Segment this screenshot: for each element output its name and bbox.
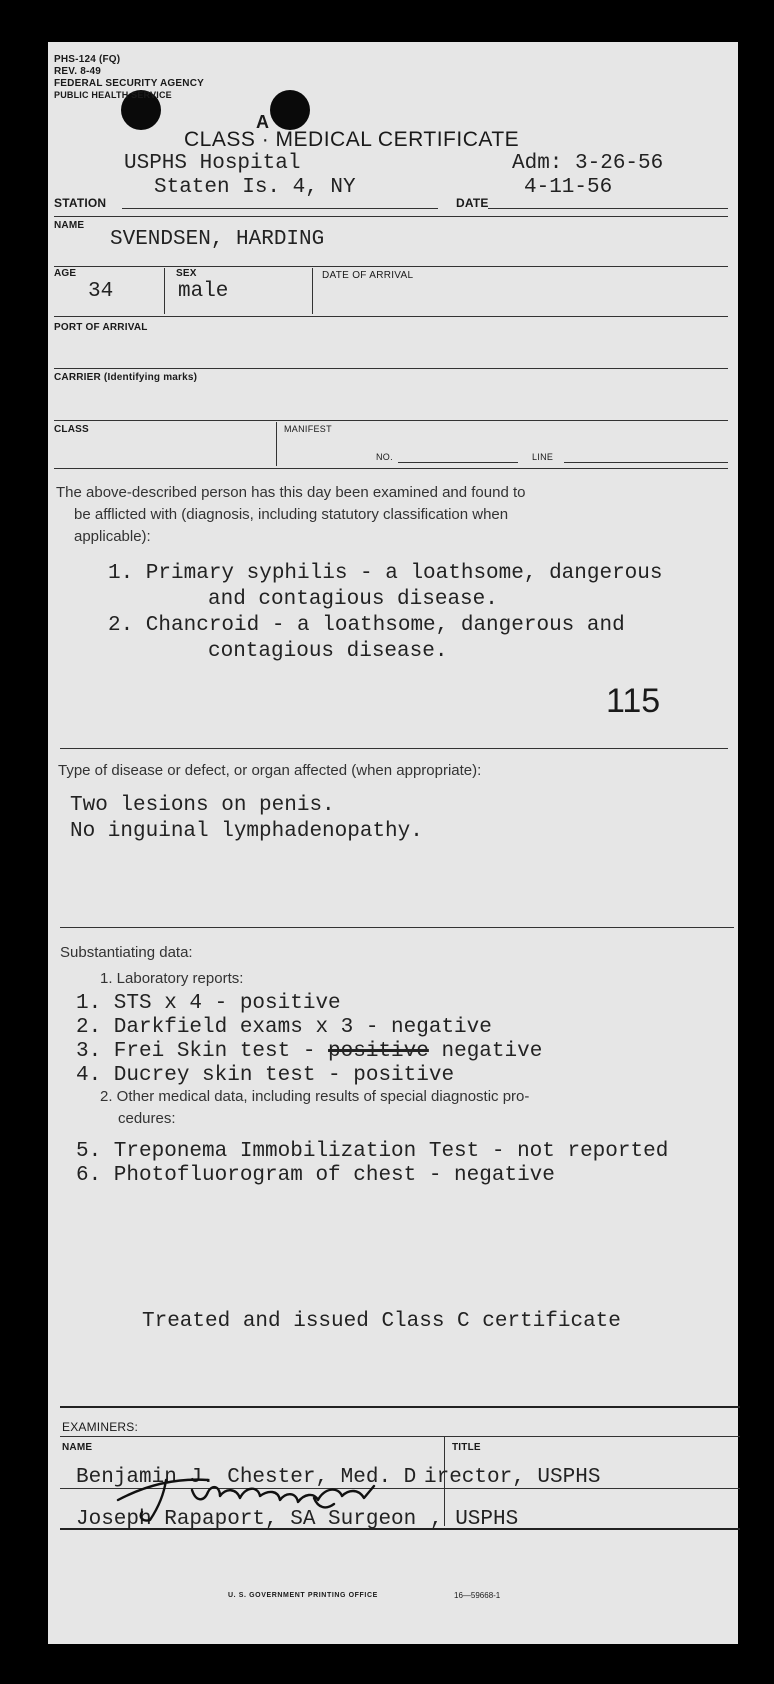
class-bottom-rule [54, 468, 728, 469]
lab-item-3-struck: positive [328, 1040, 429, 1063]
age-label: AGE [54, 268, 77, 279]
age-top-rule [54, 266, 728, 267]
diagnosis-1-line1: 1. Primary syphilis - a loathsome, dangerous [108, 562, 663, 585]
other-item-5: 5. Treponema Immobilization Test - not reported [76, 1140, 669, 1163]
diagnosis-bottom-rule [60, 748, 728, 749]
manifest-no-label: NO. [376, 452, 393, 462]
form-number: PHS-124 (FQ) [54, 54, 121, 65]
manifest-no-line [398, 462, 518, 463]
other-data-label-line2: cedures: [118, 1110, 176, 1127]
class-label: CLASS [54, 424, 89, 435]
examiners-label: EXAMINERS: [62, 1420, 139, 1434]
statement-line1: The above-described person has this day been examined and found to [56, 484, 526, 501]
diagnosis-1-line2: and contagious disease. [208, 588, 498, 611]
name-value: SVENDSEN, HARDING [110, 228, 325, 251]
lab-reports-label: 1. Laboratory reports: [100, 970, 244, 987]
carrier-top-rule [54, 368, 728, 369]
print-code: 16—59668-1 [454, 1591, 501, 1600]
other-item-6: 6. Photofluorogram of chest - negative [76, 1164, 555, 1187]
lab-item-2: 2. Darkfield exams x 3 - negative [76, 1016, 492, 1039]
sex-value: male [178, 280, 229, 303]
examiners-bottom-rule [60, 1528, 740, 1530]
port-of-arrival-label: PORT OF ARRIVAL [54, 322, 148, 333]
station-underline [122, 208, 438, 209]
port-top-rule [54, 316, 728, 317]
examiner-2-title: , USPHS [430, 1508, 519, 1531]
examiner-2-name: Joseph Rapaport, SA Surgeon [76, 1508, 417, 1531]
medical-certificate-form [48, 42, 738, 1644]
lab-item-3 [76, 1040, 542, 1063]
agency-name: FEDERAL SECURITY AGENCY [54, 78, 204, 89]
station-label: STATION [54, 196, 107, 210]
lab-item-3-result: negative [441, 1040, 543, 1063]
form-revision: REV. 8-49 [54, 66, 102, 77]
examiners-header-rule [60, 1436, 740, 1437]
date-label: DATE [456, 196, 489, 210]
other-data-label-line1: 2. Other medical data, including results of special diagnostic pro- [100, 1088, 530, 1105]
signature [108, 1462, 438, 1524]
class-manifest-divider [276, 422, 277, 466]
disease-bottom-rule [60, 927, 734, 928]
station-value-line1: USPHS Hospital [124, 152, 301, 175]
manifest-line-label: LINE [532, 452, 554, 462]
examiner-name-label: NAME [62, 1442, 93, 1453]
sex-arrival-divider [312, 268, 313, 314]
date-of-arrival-label: DATE OF ARRIVAL [322, 270, 414, 281]
station-value-line2: Staten Is. 4, NY [154, 176, 356, 199]
adm-date: Adm: 3-26-56 [512, 152, 664, 175]
diagnosis-2-line1: 2. Chancroid - a loathsome, dangerous and [108, 614, 625, 637]
disease-type-label: Type of disease or defect, or organ affected (when appropriate): [58, 762, 482, 779]
class-top-rule [54, 420, 728, 421]
name-top-rule [54, 216, 728, 217]
diagnosis-2-line2: contagious disease. [208, 640, 448, 663]
statement-line2: be afflicted with (diagnosis, including statutory classification when [74, 506, 509, 523]
name-label: NAME [54, 220, 85, 231]
carrier-label: CARRIER (Identifying marks) [54, 372, 198, 383]
disease-type-line1: Two lesions on penis. [70, 794, 335, 817]
date-value: 4-11-56 [524, 176, 613, 199]
examiner-title-label: TITLE [452, 1442, 481, 1453]
substantiating-label: Substantiating data: [60, 944, 193, 961]
lab-item-4: 4. Ducrey skin test - positive [76, 1064, 455, 1087]
manifest-label: MANIFEST [284, 424, 332, 434]
manifest-line-line [564, 462, 728, 463]
age-value: 34 [88, 280, 114, 303]
treatment-note: Treated and issued Class C certificate [142, 1310, 621, 1333]
lab-item-1: 1. STS x 4 - positive [76, 992, 341, 1015]
date-underline [488, 208, 728, 209]
disease-type-line2: No inguinal lymphadenopathy. [70, 820, 423, 843]
examiners-top-rule [60, 1406, 740, 1408]
examiner-1-title: irector, USPHS [424, 1466, 601, 1489]
statement-line3: applicable): [74, 528, 151, 545]
printing-office: U. S. GOVERNMENT PRINTING OFFICE [228, 1592, 378, 1599]
code-number: 115 [606, 682, 661, 720]
class-mark: A [256, 112, 269, 132]
sex-label: SEX [176, 268, 197, 279]
age-sex-divider [164, 268, 165, 314]
service-name: PUBLIC HEALTH SERVICE [54, 90, 172, 100]
certificate-title: CLASS · MEDICAL CERTIFICATE [184, 128, 520, 151]
punch-hole-right [270, 90, 310, 130]
lab-item-3-text: 3. Frei Skin test - [76, 1040, 329, 1063]
examiner-1-name: Benjamin J. Chester, Med. D [76, 1466, 417, 1489]
